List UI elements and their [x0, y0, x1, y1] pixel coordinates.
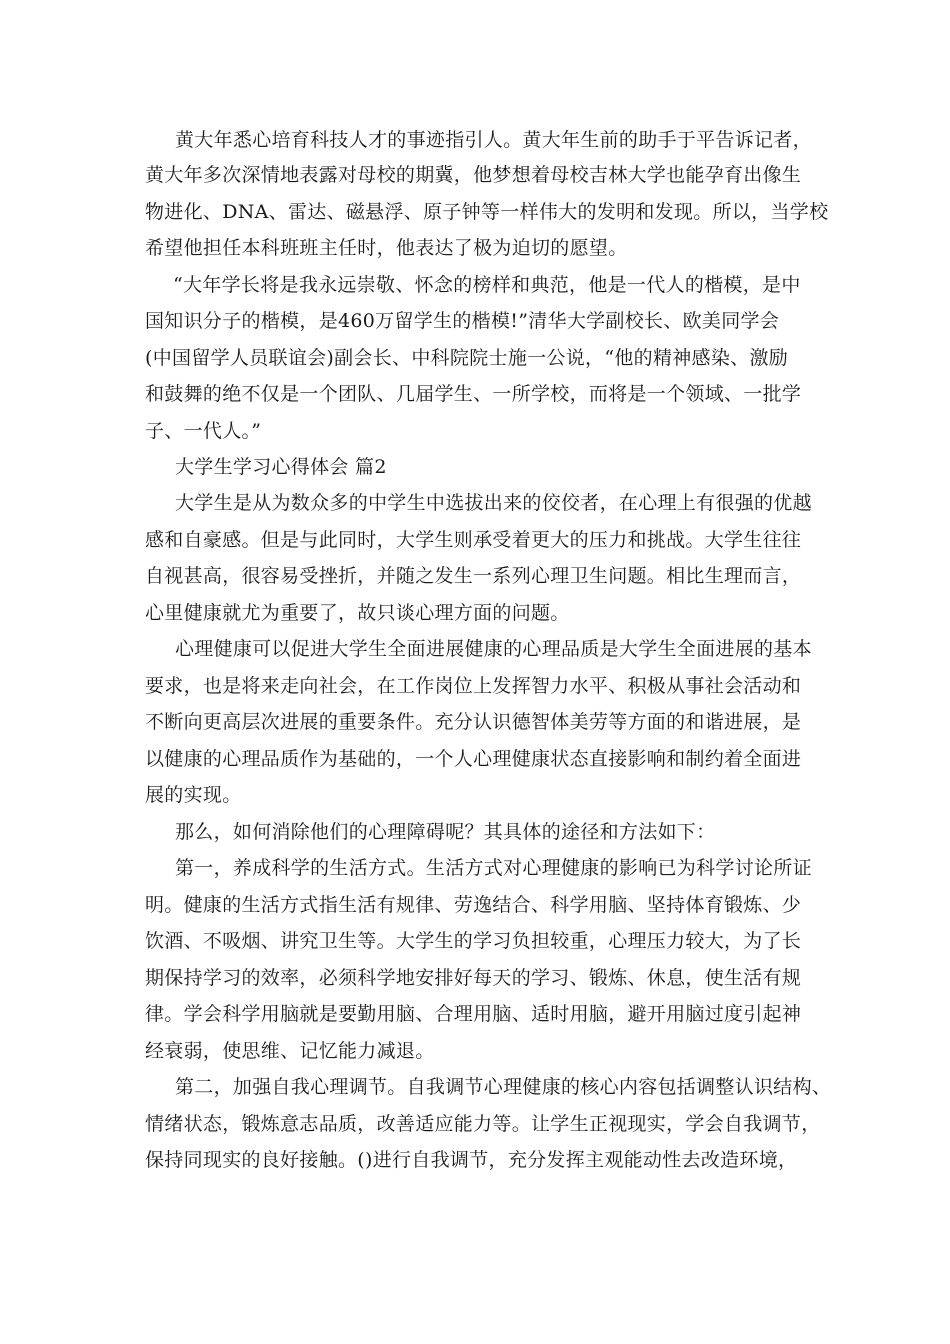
text-line: 第一，养成科学的生活方式。生活方式对心理健康的影响已为科学讨论所证	[175, 857, 812, 879]
text-line: 不断向更高层次进展的重要条件。充分认识德智体美劳等方面的和谐进展，是	[145, 711, 802, 733]
text-line: 经衰弱，使思维、记忆能力减退。	[145, 1040, 435, 1062]
text-line: 黄大年悉心培育科技人才的事迹指引人。黄大年生前的助手于平告诉记者，	[175, 129, 812, 151]
text-line: 子、一代人。”	[145, 420, 262, 442]
text-line: 展的实现。	[145, 784, 242, 806]
text-line: 心里健康就尤为重要了，故只谈心理方面的问题。	[145, 602, 570, 624]
text-line: 保持同现实的良好接触。()进行自我调节，充分发挥主观能动性去改造环境，	[145, 1149, 798, 1171]
text-line: 那么，如何消除他们的心理障碍呢？其具体的途径和方法如下：	[175, 821, 716, 843]
text-line: 饮酒、不吸烟、讲究卫生等。大学生的学习负担较重，心理压力较大，为了长	[145, 930, 802, 952]
text-line: (中国留学人员联谊会)副会长、中科院院士施一公说，“他的精神感染、激励	[145, 347, 789, 369]
text-line: 明。健康的生活方式指生活有规律、劳逸结合、科学用脑、坚持体育锻炼、少	[145, 894, 802, 916]
text-line: 要求，也是将来走向社会，在工作岗位上发挥智力水平、积极从事社会活动和	[145, 675, 802, 697]
text-line: 律。学会科学用脑就是要勤用脑、合理用脑、适时用脑，避开用脑过度引起神	[145, 1003, 802, 1025]
text-line: 物进化、DNA、雷达、磁悬浮、原子钟等一样伟大的发明和发现。所以，当学校	[145, 201, 829, 223]
section-heading: 大学生学习心得体会 篇2	[175, 456, 387, 478]
text-line: 和鼓舞的绝不仅是一个团队、几届学生、一所学校，而将是一个领域、一批学	[145, 383, 802, 405]
text-line: 第二，加强自我心理调节。自我调节心理健康的核心内容包括调整认识结构、	[175, 1076, 832, 1098]
text-line: 感和自豪感。但是与此同时，大学生则承受着更大的压力和挑战。大学生往往	[145, 529, 802, 551]
text-line: “大年学长将是我永远崇敬、怀念的榜样和典范，他是一代人的楷模，是中	[173, 274, 801, 296]
text-line: 黄大年多次深情地表露对母校的期冀，他梦想着母校吉林大学也能孕育出像生	[145, 164, 802, 186]
text-line: 大学生是从为数众多的中学生中选拔出来的佼佼者，在心理上有很强的优越	[175, 492, 812, 514]
text-line: 自视甚高，很容易受挫折，并随之发生一系列心理卫生问题。相比生理而言，	[145, 565, 802, 587]
text-line: 国知识分子的楷模，是460万留学生的楷模!”清华大学副校长、欧美同学会	[145, 310, 780, 332]
text-line: 希望他担任本科班班主任时，他表达了极为迫切的愿望。	[145, 237, 628, 259]
text-line: 以健康的心理品质作为基础的，一个人心理健康状态直接影响和制约着全面进	[145, 748, 802, 770]
text-line: 情绪状态，锻炼意志品质，改善适应能力等。让学生正视现实，学会自我调节，	[145, 1113, 821, 1135]
text-line: 心理健康可以促进大学生全面进展健康的心理品质是大学生全面进展的基本	[175, 638, 812, 660]
text-line: 期保持学习的效率，必须科学地安排好每天的学习、锻炼、休息，使生活有规	[145, 967, 802, 989]
